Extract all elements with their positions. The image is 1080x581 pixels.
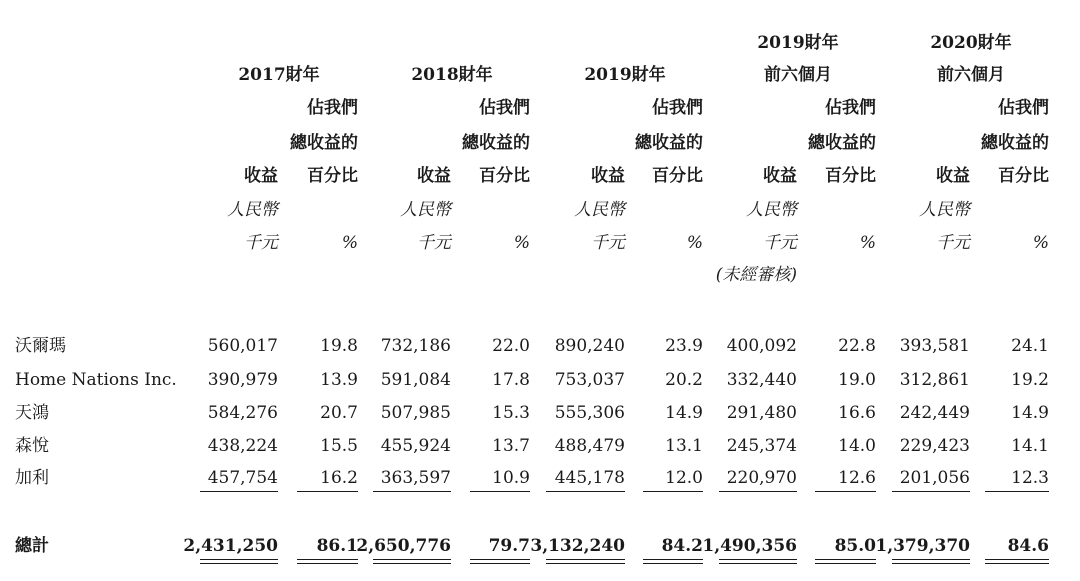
period-header-line1: 2019財年 bbox=[757, 33, 839, 53]
total-revenue-cell: 3,132,240 bbox=[530, 536, 625, 556]
currency-label: 人民幣 bbox=[574, 200, 625, 220]
revenue-cell: 242,449 bbox=[899, 403, 970, 423]
total-percentage-cell: 85.0 bbox=[834, 536, 876, 556]
percentage-cell: 12.0 bbox=[665, 468, 703, 488]
subtotal-rule bbox=[815, 491, 876, 492]
percentage-cell: 17.8 bbox=[492, 370, 530, 390]
revenue-cell: 455,924 bbox=[380, 436, 451, 456]
revenue-cell: 890,240 bbox=[554, 336, 625, 356]
percentage-cell: 23.9 bbox=[665, 336, 703, 356]
unit-label: 千元 bbox=[244, 233, 278, 253]
revenue-cell: 555,306 bbox=[554, 403, 625, 423]
row-label: 加利 bbox=[15, 468, 49, 488]
pct-header-line1: 佔我們 bbox=[307, 98, 358, 118]
percentage-cell: 22.0 bbox=[492, 336, 530, 356]
revenue-cell: 393,581 bbox=[899, 336, 970, 356]
revenue-cell: 291,480 bbox=[726, 403, 797, 423]
revenue-cell: 488,479 bbox=[554, 436, 625, 456]
percentage-cell: 19.2 bbox=[1011, 370, 1049, 390]
revenue-cell: 753,037 bbox=[554, 370, 625, 390]
percentage-cell: 24.1 bbox=[1011, 336, 1049, 356]
unit-label: 千元 bbox=[591, 233, 625, 253]
revenue-cell: 400,092 bbox=[726, 336, 797, 356]
unit-label: 千元 bbox=[936, 233, 970, 253]
percentage-cell: 19.0 bbox=[838, 370, 876, 390]
total-double-rule bbox=[985, 559, 1049, 564]
percentage-cell: 10.9 bbox=[492, 468, 530, 488]
percent-symbol: % bbox=[859, 233, 876, 253]
total-double-rule bbox=[373, 559, 451, 564]
subtotal-rule bbox=[200, 491, 278, 492]
total-revenue-cell: 2,650,776 bbox=[356, 536, 451, 556]
subtotal-rule bbox=[546, 491, 625, 492]
revenue-cell: 445,178 bbox=[554, 468, 625, 488]
revenue-cell: 507,985 bbox=[380, 403, 451, 423]
percentage-cell: 16.2 bbox=[320, 468, 358, 488]
total-double-rule bbox=[719, 559, 797, 564]
subtotal-rule bbox=[892, 491, 970, 492]
percentage-cell: 22.8 bbox=[838, 336, 876, 356]
unit-label: 千元 bbox=[763, 233, 797, 253]
pct-header-line1: 佔我們 bbox=[825, 98, 876, 118]
total-percentage-cell: 86.1 bbox=[316, 536, 358, 556]
total-revenue-cell: 1,379,370 bbox=[875, 536, 970, 556]
pct-header-line2: 總收益的 bbox=[462, 133, 530, 153]
revenue-cell: 457,754 bbox=[207, 468, 278, 488]
period-header: 前六個月 bbox=[764, 65, 832, 85]
percentage-header: 百分比 bbox=[825, 166, 876, 186]
total-percentage-cell: 84.2 bbox=[661, 536, 703, 556]
total-double-rule bbox=[200, 559, 278, 564]
row-label: 沃爾瑪 bbox=[15, 336, 66, 356]
currency-label: 人民幣 bbox=[919, 200, 970, 220]
period-header: 前六個月 bbox=[937, 65, 1005, 85]
percentage-header: 百分比 bbox=[307, 166, 358, 186]
percentage-cell: 16.6 bbox=[838, 403, 876, 423]
currency-label: 人民幣 bbox=[227, 200, 278, 220]
row-label: Home Nations Inc. bbox=[15, 370, 177, 390]
revenue-cell: 229,423 bbox=[899, 436, 970, 456]
percentage-cell: 20.2 bbox=[665, 370, 703, 390]
percentage-cell: 12.6 bbox=[838, 468, 876, 488]
currency-label: 人民幣 bbox=[400, 200, 451, 220]
total-percentage-cell: 79.7 bbox=[488, 536, 530, 556]
pct-header-line2: 總收益的 bbox=[808, 133, 876, 153]
subtotal-rule bbox=[985, 491, 1049, 492]
period-header: 2018財年 bbox=[411, 65, 493, 85]
percentage-cell: 14.0 bbox=[838, 436, 876, 456]
revenue-header: 收益 bbox=[763, 166, 797, 186]
revenue-cell: 591,084 bbox=[380, 370, 451, 390]
percentage-cell: 19.8 bbox=[320, 336, 358, 356]
period-header: 2017財年 bbox=[238, 65, 320, 85]
percentage-cell: 12.3 bbox=[1011, 468, 1049, 488]
currency-label: 人民幣 bbox=[746, 200, 797, 220]
percentage-cell: 15.5 bbox=[320, 436, 358, 456]
subtotal-rule bbox=[297, 491, 358, 492]
revenue-cell: 560,017 bbox=[207, 336, 278, 356]
total-double-rule bbox=[892, 559, 970, 564]
pct-header-line2: 總收益的 bbox=[635, 133, 703, 153]
revenue-header: 收益 bbox=[591, 166, 625, 186]
percentage-header: 百分比 bbox=[479, 166, 530, 186]
subtotal-rule bbox=[719, 491, 797, 492]
revenue-cell: 584,276 bbox=[207, 403, 278, 423]
percentage-cell: 14.9 bbox=[1011, 403, 1049, 423]
total-revenue-cell: 2,431,250 bbox=[183, 536, 278, 556]
revenue-cell: 732,186 bbox=[380, 336, 451, 356]
revenue-cell: 363,597 bbox=[380, 468, 451, 488]
total-double-rule bbox=[546, 559, 625, 564]
revenue-header: 收益 bbox=[244, 166, 278, 186]
revenue-cell: 390,979 bbox=[207, 370, 278, 390]
percentage-header: 百分比 bbox=[652, 166, 703, 186]
percent-symbol: % bbox=[1032, 233, 1049, 253]
percent-symbol: % bbox=[341, 233, 358, 253]
subtotal-rule bbox=[373, 491, 451, 492]
subtotal-rule bbox=[643, 491, 703, 492]
total-revenue-cell: 1,490,356 bbox=[702, 536, 797, 556]
pct-header-line1: 佔我們 bbox=[652, 98, 703, 118]
percent-symbol: % bbox=[686, 233, 703, 253]
revenue-cell: 438,224 bbox=[207, 436, 278, 456]
revenue-cell: 245,374 bbox=[726, 436, 797, 456]
total-double-rule bbox=[643, 559, 703, 564]
revenue-header: 收益 bbox=[936, 166, 970, 186]
total-double-rule bbox=[297, 559, 358, 564]
percentage-cell: 14.9 bbox=[665, 403, 703, 423]
pct-header-line1: 佔我們 bbox=[998, 98, 1049, 118]
pct-header-line2: 總收益的 bbox=[981, 133, 1049, 153]
revenue-cell: 312,861 bbox=[899, 370, 970, 390]
pct-header-line1: 佔我們 bbox=[479, 98, 530, 118]
total-label: 總計 bbox=[15, 536, 49, 556]
revenue-cell: 201,056 bbox=[899, 468, 970, 488]
percentage-cell: 13.1 bbox=[665, 436, 703, 456]
percentage-cell: 20.7 bbox=[320, 403, 358, 423]
period-header-line1: 2020財年 bbox=[930, 33, 1012, 53]
total-double-rule bbox=[470, 559, 530, 564]
percentage-cell: 13.7 bbox=[492, 436, 530, 456]
unit-label: 千元 bbox=[417, 233, 451, 253]
row-label: 森悅 bbox=[15, 436, 49, 456]
percentage-cell: 15.3 bbox=[492, 403, 530, 423]
period-header: 2019財年 bbox=[584, 65, 666, 85]
revenue-cell: 332,440 bbox=[726, 370, 797, 390]
subtotal-rule bbox=[470, 491, 530, 492]
percentage-cell: 14.1 bbox=[1011, 436, 1049, 456]
percentage-header: 百分比 bbox=[998, 166, 1049, 186]
percentage-cell: 13.9 bbox=[320, 370, 358, 390]
revenue-cell: 220,970 bbox=[726, 468, 797, 488]
unaudited-note: (未經審核) bbox=[715, 265, 797, 285]
row-label: 天鴻 bbox=[15, 403, 49, 423]
pct-header-line2: 總收益的 bbox=[290, 133, 358, 153]
percent-symbol: % bbox=[513, 233, 530, 253]
total-percentage-cell: 84.6 bbox=[1007, 536, 1049, 556]
total-double-rule bbox=[815, 559, 876, 564]
revenue-header: 收益 bbox=[417, 166, 451, 186]
